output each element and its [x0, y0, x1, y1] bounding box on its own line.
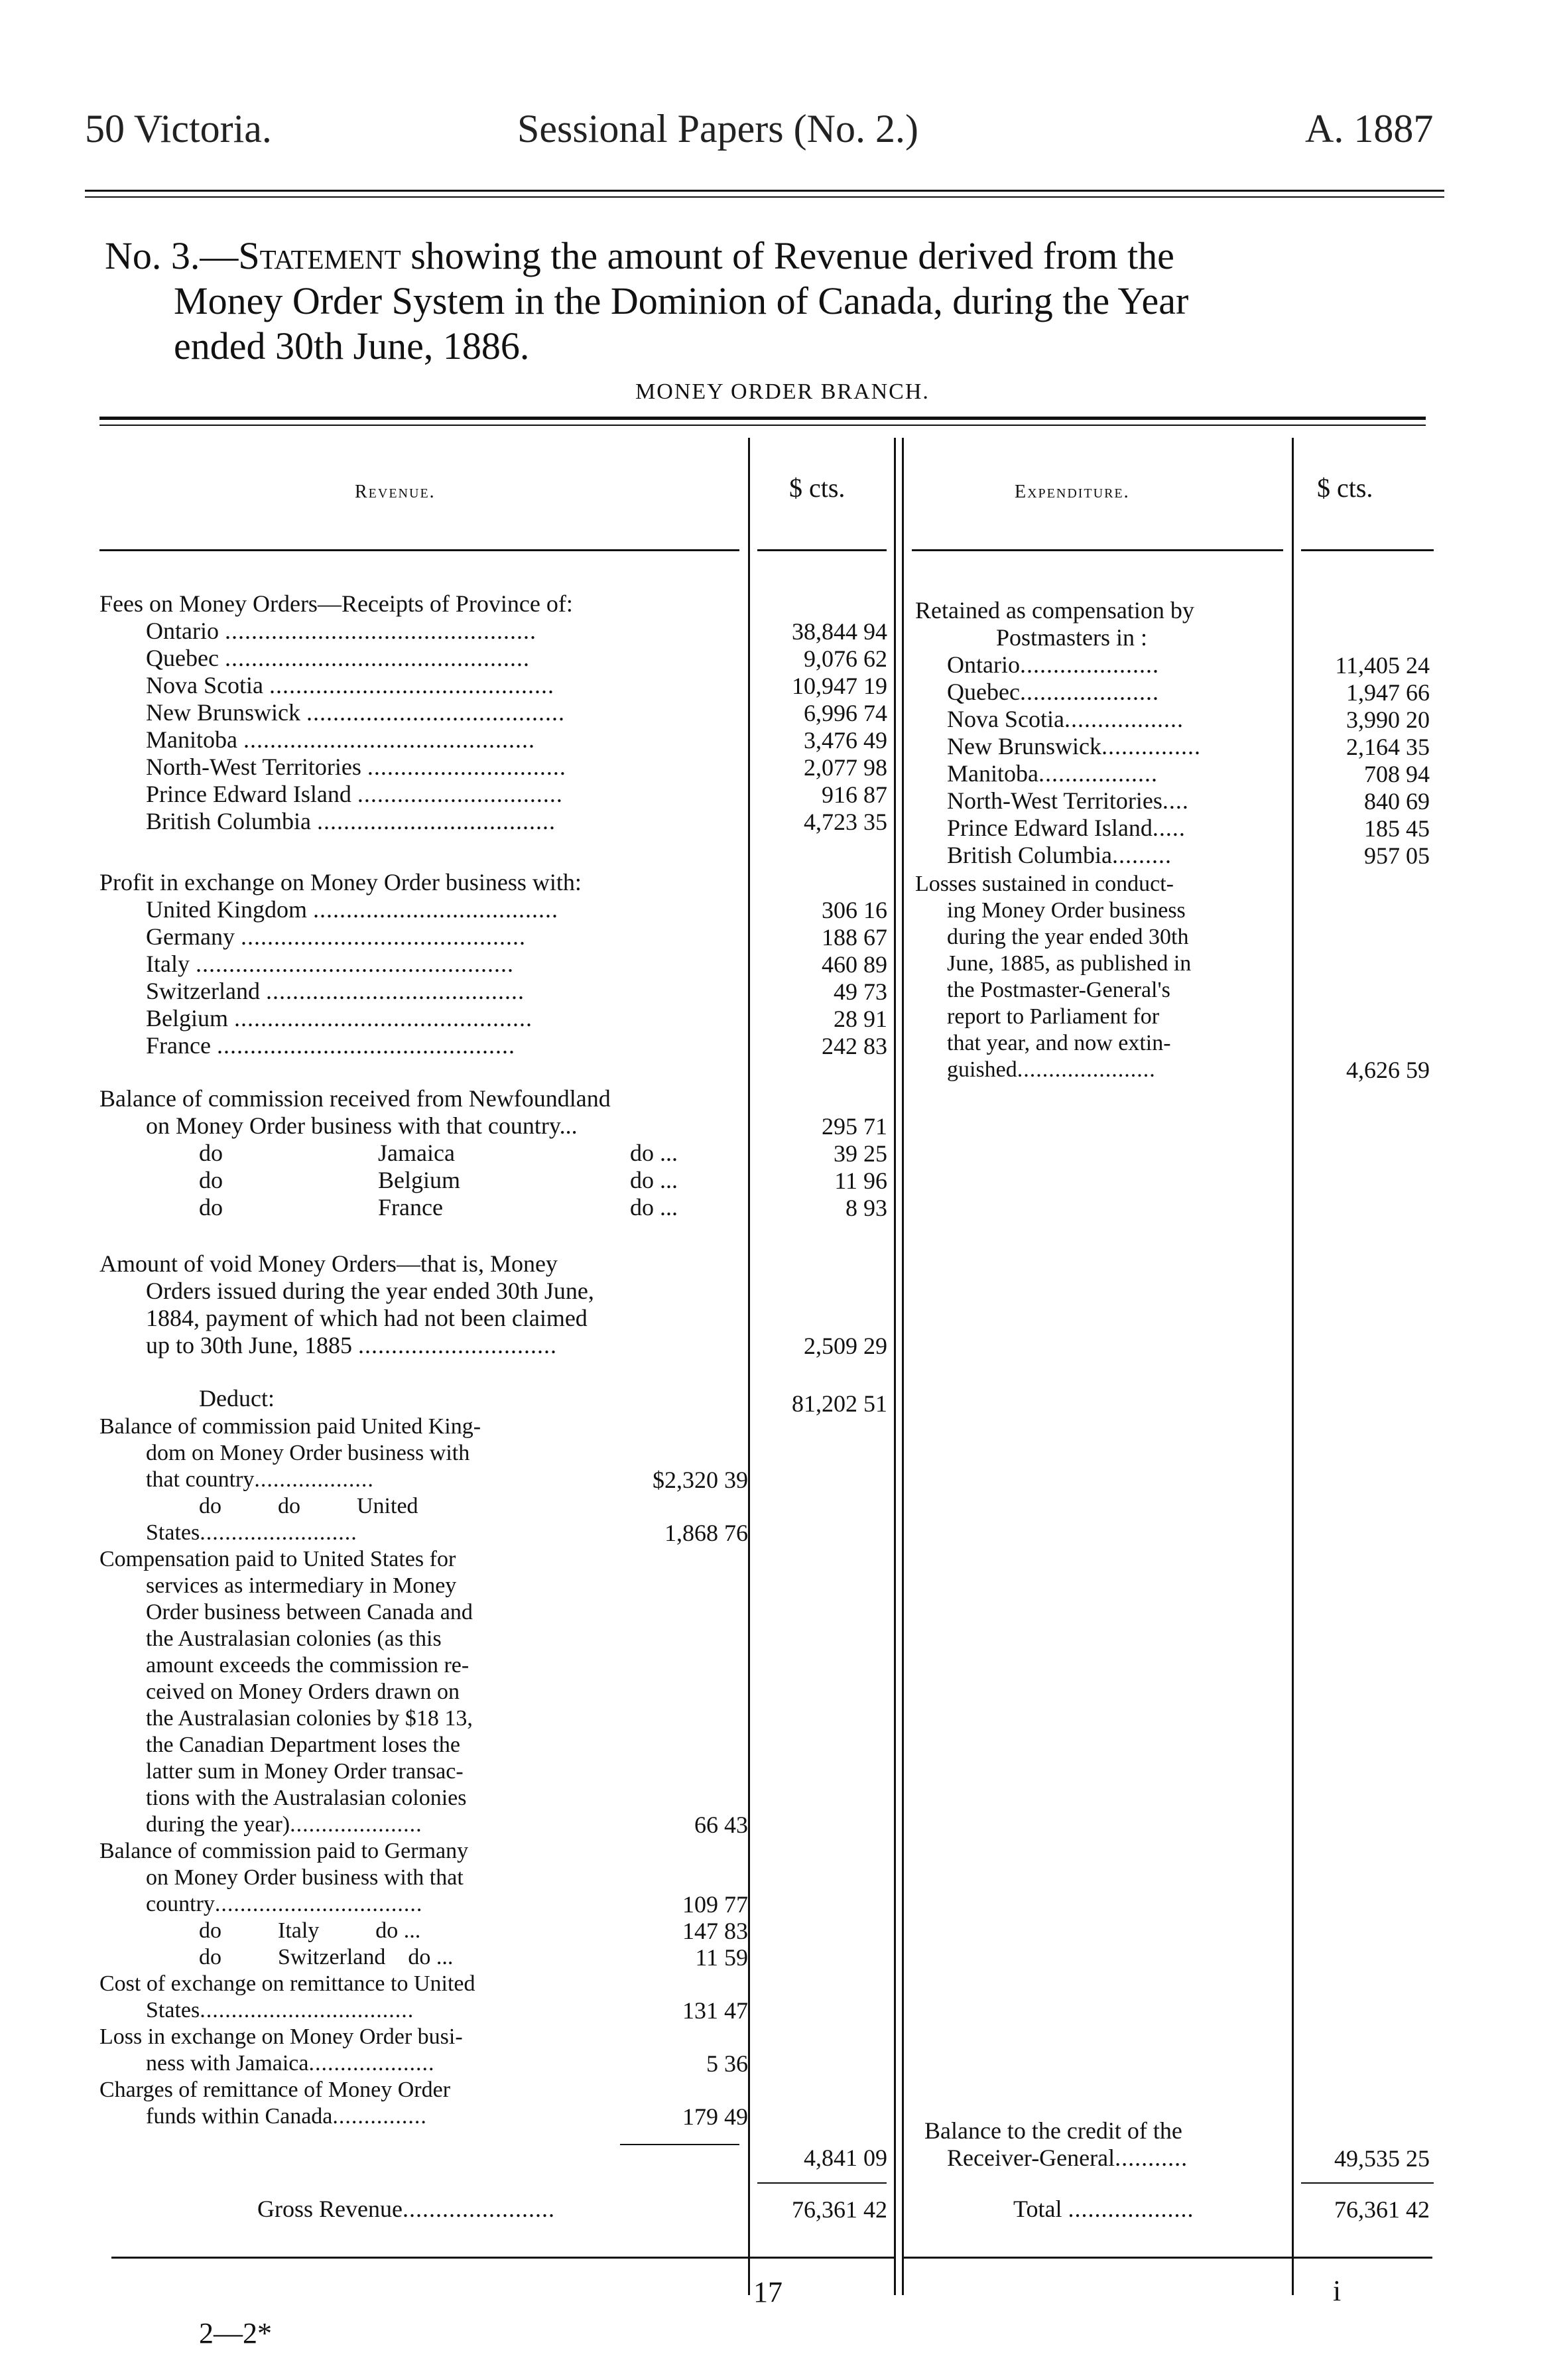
- deduction-text: that country...................: [146, 1467, 374, 1492]
- fee-amount: 6,996 74: [804, 700, 887, 726]
- deductions-total: 4,841 09: [804, 2145, 887, 2171]
- table-bottom-rule: [111, 2257, 894, 2259]
- statement-word: —Statement: [200, 234, 401, 277]
- balance-heading: Balance of commission received from Newfoundland: [99, 1085, 611, 1112]
- profit-label: Belgium .............................................: [146, 1005, 532, 1031]
- deduction-text: do Italy do ...: [199, 1918, 421, 1943]
- rule-between-sections-1: [894, 438, 896, 2295]
- balance-credit-line: Receiver-General...........: [947, 2145, 1188, 2171]
- balance-do: do: [199, 1194, 223, 1221]
- balance-amount: 8 93: [845, 1195, 887, 1221]
- gross-rule: [757, 2182, 887, 2184]
- balance-country: France: [378, 1194, 443, 1221]
- deduction-text: Cost of exchange on remittance to United: [99, 1971, 475, 1996]
- deduct-label: Deduct:: [199, 1385, 275, 1412]
- statement-title: [105, 233, 1438, 369]
- fee-amount: 916 87: [822, 781, 887, 808]
- deduction-text: country.................................: [146, 1892, 423, 1916]
- expenditure-heading-rule: [912, 549, 1283, 551]
- retained-amount: 1,947 66: [1346, 679, 1430, 706]
- fee-label: Manitoba ............................................: [146, 726, 535, 753]
- balance-amount: 11 96: [834, 1167, 887, 1194]
- retained-label: Quebec.....................: [947, 679, 1159, 705]
- statement-number: No. 3.: [105, 234, 200, 277]
- retained-heading: Postmasters in :: [996, 624, 1148, 651]
- deductions-sum-rule: [620, 2144, 739, 2145]
- table-top-rule-thin: [99, 425, 1426, 426]
- deduction-text: the Canadian Department loses the: [146, 1733, 460, 1757]
- fee-amount: 2,077 98: [804, 754, 887, 781]
- losses-line: the Postmaster-General's: [947, 978, 1170, 1002]
- col-revenue-amount-heading: $ cts.: [789, 473, 845, 503]
- deduction-amount: 11 59: [695, 1944, 748, 1971]
- fee-label: Ontario ...............................................: [146, 618, 536, 644]
- deduction-text: ceived on Money Orders drawn on: [146, 1680, 460, 1704]
- profit-heading: Profit in exchange on Money Order business with:: [99, 869, 582, 895]
- retained-label: British Columbia.........: [947, 842, 1172, 868]
- deduction-amount: 131 47: [682, 1997, 748, 2024]
- retained-heading: Retained as compensation by: [915, 597, 1194, 624]
- rule-revenue-amount: [748, 438, 750, 2295]
- deduction-text: the Australasian colonies (as this: [146, 1626, 442, 1651]
- deduction-amount: $2,320 39: [653, 1467, 748, 1493]
- profit-amount: 28 91: [834, 1006, 887, 1032]
- deduction-amount: 109 77: [682, 1891, 748, 1918]
- void-amount: 2,509 29: [804, 1333, 887, 1359]
- deduction-text: States.........................: [146, 1520, 357, 1545]
- profit-label: Germany ...........................................: [146, 923, 526, 950]
- fee-amount: 38,844 94: [792, 618, 887, 645]
- retained-amount: 11,405 24: [1335, 652, 1430, 679]
- table-top-rule: [99, 417, 1426, 420]
- retained-amount: 185 45: [1364, 815, 1430, 842]
- retained-amount: 840 69: [1364, 788, 1430, 815]
- deduction-text: dom on Money Order business with: [146, 1441, 470, 1465]
- losses-line: June, 1885, as published in: [947, 951, 1192, 976]
- losses-amount: 4,626 59: [1346, 1057, 1430, 1083]
- profit-amount: 306 16: [822, 897, 887, 923]
- balance-do: do ...: [630, 1140, 678, 1166]
- retained-label: Nova Scotia..................: [947, 706, 1184, 732]
- right-mark: i: [1333, 2275, 1342, 2307]
- balance-country: Jamaica: [378, 1140, 455, 1166]
- fee-label: Prince Edward Island ...............................: [146, 781, 563, 807]
- balance-do: do: [199, 1167, 223, 1193]
- deduction-text: Compensation paid to United States for: [99, 1547, 456, 1571]
- deduction-text: do Switzerland do ...: [199, 1945, 454, 1969]
- deduction-text: funds within Canada...............: [146, 2104, 427, 2129]
- deduction-text: Balance of commission paid United King-: [99, 1414, 481, 1439]
- deduction-text: during the year).....................: [146, 1812, 422, 1837]
- gross-amount: 76,361 42: [792, 2196, 887, 2223]
- branch-subtitle: MONEY ORDER BRANCH.: [635, 379, 930, 404]
- title-line2: Money Order System in the Dominion of Canada, during the Year: [174, 279, 1189, 322]
- deduction-text: latter sum in Money Order transac-: [146, 1759, 464, 1784]
- retained-label: Ontario.....................: [947, 651, 1159, 678]
- header-volume: 50 Victoria.: [85, 107, 272, 151]
- retained-label: Prince Edward Island.....: [947, 815, 1186, 841]
- deduction-text: Order business between Canada and: [146, 1600, 473, 1624]
- expenditure-amt-heading-rule: [1301, 549, 1434, 551]
- fee-amount: 9,076 62: [804, 645, 887, 672]
- page-number: 17: [753, 2276, 782, 2308]
- retained-amount: 957 05: [1364, 842, 1430, 869]
- balance-amount: 39 25: [834, 1140, 887, 1167]
- deduction-text: services as intermediary in Money: [146, 1573, 457, 1598]
- col-expenditure-heading: Expenditure.: [1015, 482, 1130, 502]
- deduction-text: Charges of remittance of Money Order: [99, 2078, 451, 2102]
- deduction-text: do do United: [199, 1494, 418, 1518]
- rule-between-sections-2: [902, 438, 904, 2295]
- deduction-amount: 147 83: [682, 1918, 748, 1944]
- revenue-subtotal: 81,202 51: [792, 1390, 887, 1417]
- losses-line: that year, and now extin-: [947, 1031, 1171, 1055]
- col-expenditure-amount-heading: $ cts.: [1317, 473, 1373, 503]
- header-rule-bottom: [85, 196, 1444, 198]
- void-line: Orders issued during the year ended 30th June,: [146, 1278, 594, 1304]
- profit-label: United Kingdom .....................................: [146, 896, 558, 923]
- signature-mark: 2—2*: [199, 2317, 272, 2349]
- fee-label: British Columbia ....................................: [146, 808, 556, 834]
- losses-line: during the year ended 30th: [947, 925, 1189, 949]
- profit-label: France .............................................: [146, 1032, 515, 1059]
- fee-amount: 3,476 49: [804, 727, 887, 754]
- profit-amount: 188 67: [822, 924, 887, 951]
- total-label: Total ...................: [1013, 2196, 1194, 2222]
- deduction-text: tions with the Australasian colonies: [146, 1786, 467, 1810]
- balance-credit-amount: 49,535 25: [1334, 2145, 1430, 2172]
- fee-label: New Brunswick .......................................: [146, 699, 565, 726]
- deduction-amount: 5 36: [706, 2050, 748, 2077]
- header-series: Sessional Papers (No. 2.): [517, 107, 918, 151]
- balance-do: do ...: [630, 1194, 678, 1221]
- retained-label: North-West Territories....: [947, 787, 1189, 814]
- deduction-text: amount exceeds the commission re-: [146, 1653, 470, 1678]
- title-line3: ended 30th June, 1886.: [174, 324, 530, 367]
- deduction-text: States..................................: [146, 1998, 414, 2022]
- fee-label: Quebec ..............................................: [146, 645, 530, 671]
- fee-amount: 10,947 19: [792, 673, 887, 699]
- col-revenue-heading: Revenue.: [355, 482, 436, 502]
- profit-label: Italy ................................................: [146, 951, 514, 977]
- title-line1: showing the amount of Revenue derived from the: [410, 234, 1174, 277]
- retained-label: Manitoba..................: [947, 760, 1158, 787]
- total-amount: 76,361 42: [1334, 2196, 1430, 2223]
- profit-amount: 242 83: [822, 1033, 887, 1059]
- losses-line: ing Money Order business: [947, 898, 1186, 923]
- rule-expenditure-amount: [1292, 438, 1294, 2295]
- deduction-text: Balance of commission paid to Germany: [99, 1839, 469, 1863]
- losses-line: guished......................: [947, 1057, 1156, 1082]
- retained-amount: 3,990 20: [1346, 706, 1430, 733]
- header-year: A. 1887: [1305, 107, 1434, 151]
- losses-line: report to Parliament for: [947, 1004, 1160, 1029]
- retained-amount: 708 94: [1364, 761, 1430, 787]
- deduction-text: the Australasian colonies by $18 13,: [146, 1706, 473, 1731]
- profit-amount: 460 89: [822, 951, 887, 978]
- total-rule: [1301, 2182, 1434, 2184]
- deduction-text: ness with Jamaica....................: [146, 2051, 435, 2076]
- retained-amount: 2,164 35: [1346, 734, 1430, 760]
- balance-amount: 295 71: [822, 1113, 887, 1140]
- void-line: up to 30th June, 1885 ..............................: [146, 1332, 557, 1358]
- fees-heading: Fees on Money Orders—Receipts of Province of:: [99, 590, 573, 617]
- header-rule-top: [85, 190, 1444, 192]
- revenue-amt-heading-rule: [757, 549, 887, 551]
- revenue-heading-rule: [99, 549, 739, 551]
- fee-amount: 4,723 35: [804, 809, 887, 835]
- losses-line: Losses sustained in conduct-: [915, 872, 1174, 896]
- fee-label: Nova Scotia ...........................................: [146, 672, 554, 698]
- void-line: 1884, payment of which had not been claimed: [146, 1305, 588, 1331]
- deduction-text: Loss in exchange on Money Order busi-: [99, 2024, 463, 2049]
- deduction-text: on Money Order business with that: [146, 1865, 464, 1890]
- balance-do: do ...: [630, 1167, 678, 1193]
- profit-label: Switzerland .......................................: [146, 978, 525, 1004]
- balance-credit-line: Balance to the credit of the: [924, 2117, 1182, 2144]
- deduction-amount: 179 49: [682, 2103, 748, 2130]
- deduction-amount: 66 43: [694, 1812, 748, 1838]
- gross-label: Gross Revenue.......................: [257, 2196, 555, 2222]
- balance-line2: on Money Order business with that country...: [146, 1112, 578, 1139]
- balance-country: Belgium: [378, 1167, 460, 1193]
- balance-do: do: [199, 1140, 223, 1166]
- retained-label: New Brunswick...............: [947, 733, 1201, 760]
- profit-amount: 49 73: [834, 978, 887, 1005]
- void-line: Amount of void Money Orders—that is, Money: [99, 1250, 558, 1277]
- fee-label: North-West Territories ..............................: [146, 754, 566, 780]
- table-bottom-rule-right: [902, 2257, 1432, 2259]
- deduction-amount: 1,868 76: [664, 1520, 748, 1546]
